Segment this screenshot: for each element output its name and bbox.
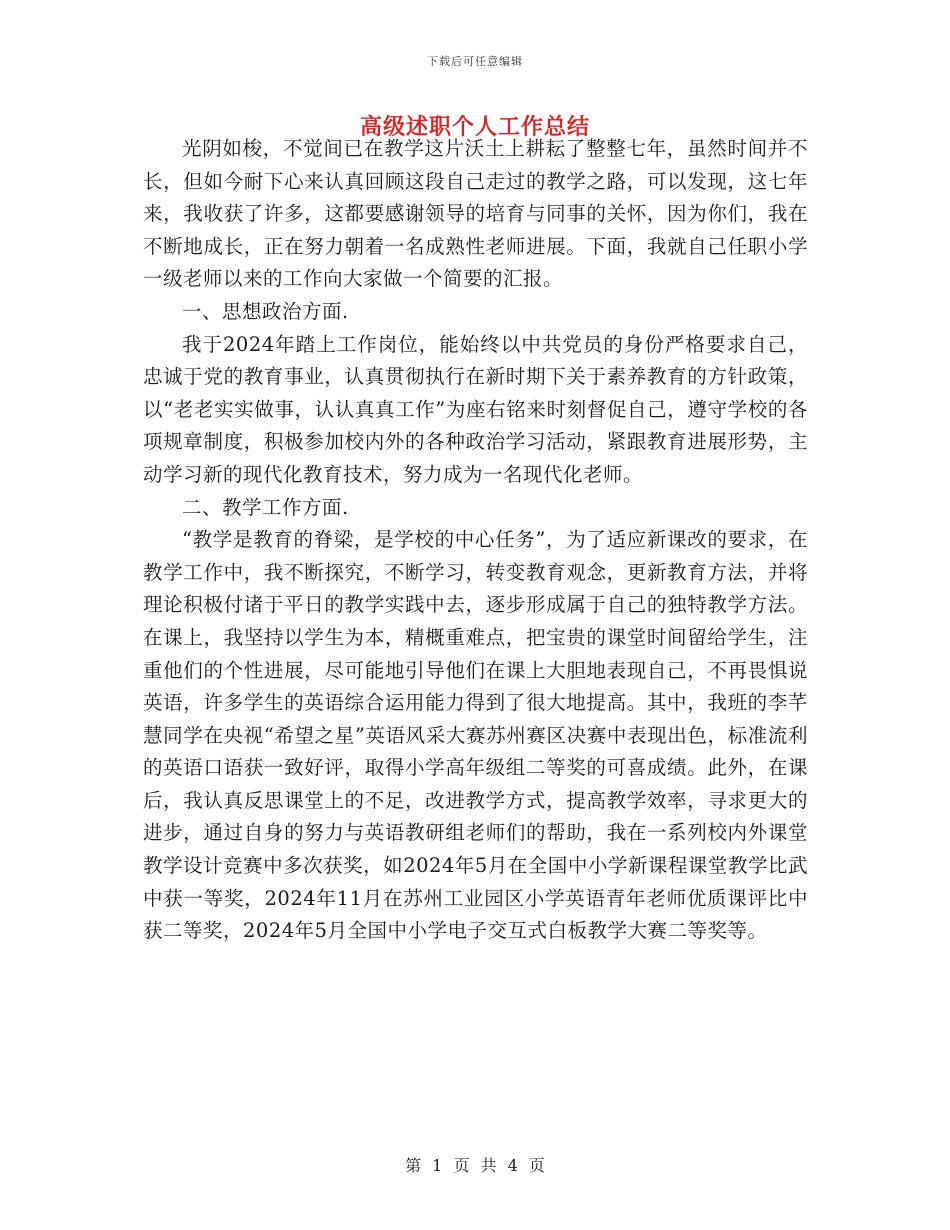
page-header-note: 下载后可任意编辑 (427, 55, 523, 68)
document-body (143, 133, 808, 948)
paragraph-teaching: “教学是教育的脊梁，是学校的中心任务”，为了适应新课改的要求，在教学工作中，我不断探究，不断学习，转变教育观念，更新教育方法，并将理论积极付诸于平日的教学实践中去，逐步形成属于自己的独特教学方法。在课上，我坚持以学生为本，精概重难点，把宝贵的课堂时间留给学生，注重他们的个性进展，尽可能地引导他们在课上大胆地表现自己，不再畏惧说英语，许多学生的英语综合运用能力得到了很大地提高。其中，我班的李芊慧同学在央视“希望之星”英语风采大赛苏州赛区决赛中表现出色，标准流利的英语口语获一致好评，取得小学高年级组二等奖的可喜成绩。此外，在课后，我认真反思课堂上的不足，改进教学方式，提高教学效率，寻求更大的进步，通过自身的努力与英语教研组老师们的帮助，我在一系列校内外课堂教学设计竞赛中多次获奖，如2024年5月在全国中小学新课程课堂教学比武中获一等奖，2024年11月在苏州工业园区小学英语青年老师优质课评比中获二等奖，2024年5月全国中小学电子交互式白板教学大赛二等奖等。 (143, 528, 808, 943)
section-heading-teaching: 二、教学工作方面. (182, 495, 349, 519)
paragraph-intro: 光阴如梭，不觉间已在教学这片沃土上耕耘了整整七年，虽然时间并不长，但如今耐下心来认真回顾这段自己走过的教学之路，可以发现，这七年来，我收获了许多，这都要感谢领导的培育与同事的关怀，因为你们，我在不断地成长，正在努力朝着一名成熟性老师进展。下面，我就自己任职小学一级老师以来的工作向大家做一个简要的汇报。 (143, 137, 808, 291)
section-heading-political: 一、思想政治方面. (182, 299, 349, 323)
document-title: 高级述职个人工作总结 (359, 114, 590, 140)
paragraph-political: 我于2024年踏上工作岗位，能始终以中共党员的身份严格要求自己，忠诚于党的教育事业，认真贯彻执行在新时期下关于素养教育的方针政策，以“老老实实做事，认认真真工作”为座右铭来时刻督促自己，遵守学校的各项规章制度，积极参加校内外的各种政治学习活动，紧跟教育进展形势，主动学习新的现代化教育技术，努力成为一名现代化老师。 (143, 332, 808, 486)
page-number-footer: 第 1 页 共 4 页 (405, 1156, 545, 1175)
